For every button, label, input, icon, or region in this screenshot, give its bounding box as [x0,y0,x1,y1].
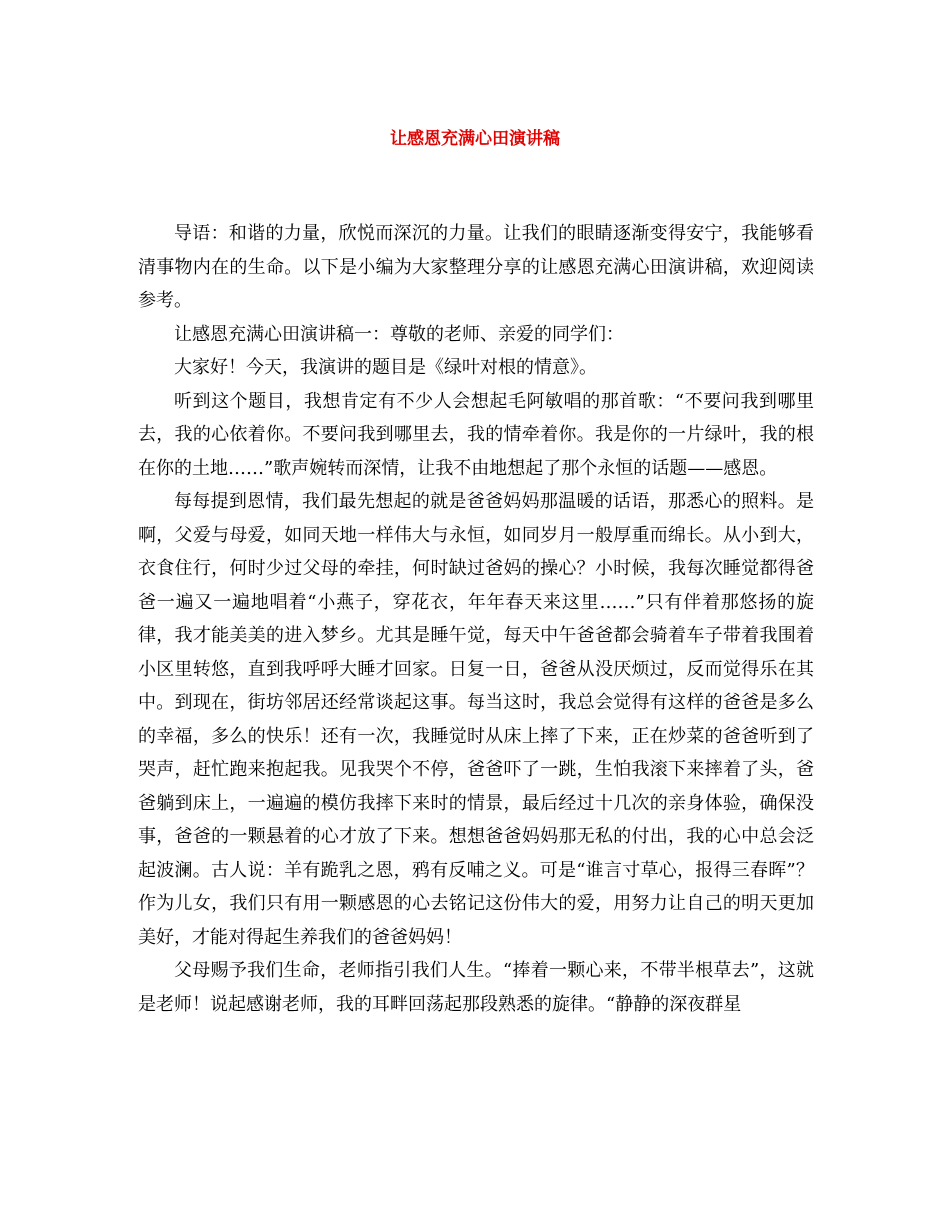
paragraph-teachers: 父母赐予我们生命，老师指引我们人生。“捧着一颗心来，不带半根草去”，这就是老师！说起感谢老师，我的耳畔回荡起那段熟悉的旋律。“静静的深夜群星 [138,960,814,1015]
paragraph-parents: 每每提到恩情，我们最先想起的就是爸爸妈妈那温暖的话语，那悉心的照料。是啊，父爱与母爱，如同天地一样伟大与永恒，如同岁月一般厚重而绵长。从小到大，衣食住行，何时少过父母的牵挂，何时缺过爸妈的操心？小时候，我每次睡觉都得爸爸一遍又一遍地唱着“小燕子，穿花衣，年年春天来这里……”只有伴着那悠扬的旋律，我才能美美的进入梦乡。尤其是睡午觉，每天中午爸爸都会骑着车子带着我围着小区里转悠，直到我呼呼大睡才回家。日复一日，爸爸从没厌烦过，反而觉得乐在其中。到现在，街坊邻居还经常谈起这事。每当这时，我总会觉得有这样的爸爸是多么的幸福，多么的快乐！还有一次，我睡觉时从床上摔了下来，正在炒菜的爸爸听到了哭声，赶忙跑来抱起我。见我哭个不停，爸爸吓了一跳，生怕我滚下来摔着了头，爸爸躺到床上，一遍遍的模仿我摔下来时的情景，最后经过十几次的亲身体验，确保没事，爸爸的一颗悬着的心才放了下来。想想爸爸妈妈那无私的付出，我的心中总会泛起波澜。古人说：羊有跪乳之恩，鸦有反哺之义。可是“谁言寸草心，报得三春晖”？作为儿女，我们只有用一颗感恩的心去铭记这份伟大的爱，用努力让自己的明天更加美好，才能对得起生养我们的爸爸妈妈！ [138,491,814,948]
paragraph-intro: 导语：和谐的力量，欣悦而深沉的力量。让我们的眼睛逐渐变得安宁，我能够看清事物内在的生命。以下是小编为大家整理分享的让感恩充满心田演讲稿，欢迎阅读参考。 [138,223,814,311]
paragraph-greeting: 大家好！今天，我演讲的题目是《绿叶对根的情意》。 [174,357,597,378]
paragraph-salutation: 让感恩充满心田演讲稿一：尊敬的老师、亲爱的同学们： [174,323,624,345]
document-body [138,217,814,1021]
document-title: 让感恩充满心田演讲稿 [390,129,560,149]
paragraph-song: 听到这个题目，我想肯定有不少人会想起毛阿敏唱的那首歌：“不要问我到哪里去，我的心依着你。不要问我到哪里去，我的情牵着你。我是你的一片绿叶，我的根在你的土地……”歌声婉转而深情，让我不由地想起了那个永恒的话题——感恩。 [138,390,814,479]
